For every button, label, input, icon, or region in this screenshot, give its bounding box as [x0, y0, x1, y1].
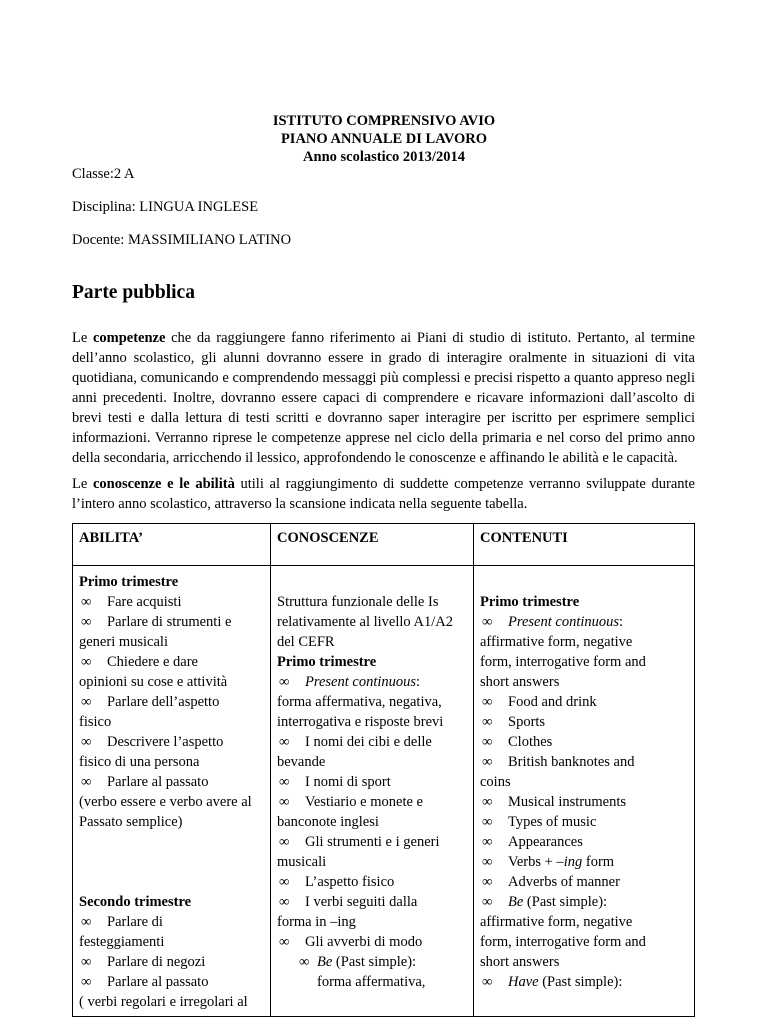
school-name: ISTITUTO COMPRENSIVO AVIO [272, 113, 496, 129]
knowledge-paragraph [72, 474, 695, 514]
list-item-cont: (verbo essere e verbo avere al [79, 794, 252, 810]
list-item-cont: fisico [79, 714, 112, 730]
list-item: ∞ Be (Past simple): [299, 954, 417, 970]
list-item-cont: bevande [277, 754, 326, 770]
list-item: ∞ I verbi seguiti dalla [279, 894, 418, 910]
list-item: ∞ Chiedere e dare [81, 654, 198, 670]
list-item: ∞ Types of music [482, 814, 597, 830]
list-item-cont: affirmative form, negative [480, 914, 633, 930]
competences-paragraph [72, 328, 695, 468]
conoscenze-intro: Struttura funzionale delle Is [277, 594, 439, 610]
list-item-cont: musicali [277, 854, 327, 870]
list-item-cont: ( verbi regolari e irregolari al [79, 994, 248, 1010]
header-abilita: ABILITA’ [73, 524, 271, 566]
conoscenze-cell [271, 566, 474, 1017]
conoscenze-intro: relativamente al livello A1/A2 [277, 614, 453, 630]
list-item: ∞ Parlare al passato [81, 974, 209, 990]
list-item: ∞ Gli avverbi di modo [279, 934, 423, 950]
discipline-label: Disciplina: LINGUA INGLESE [72, 199, 259, 215]
list-item-cont: forma affermativa, [317, 974, 426, 990]
table-header-row [73, 524, 695, 566]
list-item: ∞ Parlare di strumenti e [81, 614, 232, 630]
abilita-secondo-title: Secondo trimestre [79, 894, 192, 910]
list-item: ∞ Present continuous: [482, 614, 624, 630]
list-item-cont: forma in –ing [277, 914, 356, 930]
list-item: ∞ Have (Past simple): [482, 974, 623, 990]
list-item: ∞ Food and drink [482, 694, 597, 710]
list-item: ∞ Clothes [482, 734, 553, 750]
table-body-row [73, 566, 695, 1017]
list-item: ∞ Be (Past simple): [482, 894, 608, 910]
para1-bold: competenze [92, 330, 166, 346]
list-item-cont: interrogativa e risposte brevi [277, 714, 444, 730]
abilita-primo-title: Primo trimestre [79, 574, 179, 590]
list-item: ∞ Vestiario e monete e [279, 794, 423, 810]
list-item: ∞ Present continuous: [279, 674, 421, 690]
list-item-cont: short answers [480, 674, 560, 690]
header-conoscenze: CONOSCENZE [271, 524, 474, 566]
header-contenuti: CONTENUTI [474, 524, 695, 566]
conoscenze-intro: del CEFR [277, 634, 335, 650]
list-item: ∞ Parlare di [81, 914, 163, 930]
list-item-cont: banconote inglesi [277, 814, 379, 830]
plan-title: PIANO ANNUALE DI LAVORO [280, 131, 488, 147]
para2-pre: Le [72, 476, 93, 492]
list-item: ∞ I nomi di sport [279, 774, 391, 790]
class-label: Classe:2 A [72, 166, 135, 182]
section-title: Parte pubblica [72, 282, 195, 303]
list-item-cont: festeggiamenti [79, 934, 165, 950]
list-item: ∞ I nomi dei cibi e delle [279, 734, 432, 750]
list-item: ∞ Sports [482, 714, 546, 730]
list-item: ∞ L’aspetto fisico [279, 874, 395, 890]
list-item: ∞ Fare acquisti [81, 594, 182, 610]
para1-rest: che da raggiungere fanno riferimento ai Piani di studio di istituto. Pertanto, al termine dell’anno scolastico, gli alunni dovranno essere in grado di interagire oralmente in situazioni di vita quotidiana, comunicando e comprendendo messaggi più complessi e precisi rispetto a quanto appreso negli anni precedenti. Inoltre, dovranno essere capaci di comprendere e ricavare informazioni dall’ascolto di brevi testi e dalla lettura di testi scritti e dovranno saper interagire per iscritto per esprimere semplici informazioni. Verranno riprese le competenze apprese nel ciclo della primaria e nel corso del primo anno della secondaria, arricchendo il lessico, approfondendo le conoscenze e affinando le abilità e le capacità. [72, 330, 695, 466]
list-item: ∞ Adverbs of manner [482, 874, 620, 890]
list-item-cont: form, interrogative form and [480, 934, 646, 950]
teacher-label: Docente: MASSIMILIANO LATINO [72, 232, 292, 248]
conoscenze-primo-title: Primo trimestre [277, 654, 377, 670]
list-item-cont: affirmative form, negative [480, 634, 633, 650]
para2-rest: utili al raggiungimento di suddette competenze verranno sviluppate durante l’intero anno scolastico, attraverso la scansione indicata nella seguente tabella. [72, 476, 695, 512]
list-item: ∞ British banknotes and [482, 754, 635, 770]
contenuti-cell [474, 566, 695, 1017]
list-item-cont: opinioni su cose e attività [79, 674, 228, 690]
list-item-cont: form, interrogative form and [480, 654, 646, 670]
contenuti-primo-title: Primo trimestre [480, 594, 580, 610]
list-item: ∞ Musical instruments [482, 794, 627, 810]
list-item: ∞ Gli strumenti e i generi [279, 834, 440, 850]
abilita-cell [73, 566, 271, 1017]
school-year: Anno scolastico 2013/2014 [303, 149, 465, 165]
list-item-cont: forma affermativa, negativa, [277, 694, 442, 710]
list-item: ∞ Verbs + –ing form [482, 854, 615, 870]
list-item: ∞ Parlare dell’aspetto [81, 694, 220, 710]
list-item-cont: fisico di una persona [79, 754, 200, 770]
list-item-cont: Passato semplice) [79, 814, 183, 830]
curriculum-table [72, 523, 695, 1017]
list-item: ∞ Appearances [482, 834, 583, 850]
para1-pre: Le [72, 330, 93, 346]
list-item: ∞ Parlare al passato [81, 774, 209, 790]
list-item-cont: generi musicali [79, 634, 168, 650]
list-item: ∞ Parlare di negozi [81, 954, 206, 970]
list-item-cont: coins [480, 774, 511, 790]
list-item: ∞ Descrivere l’aspetto [81, 734, 224, 750]
list-item-cont: short answers [480, 954, 560, 970]
para2-bold: conoscenze e le abilità [92, 476, 235, 492]
